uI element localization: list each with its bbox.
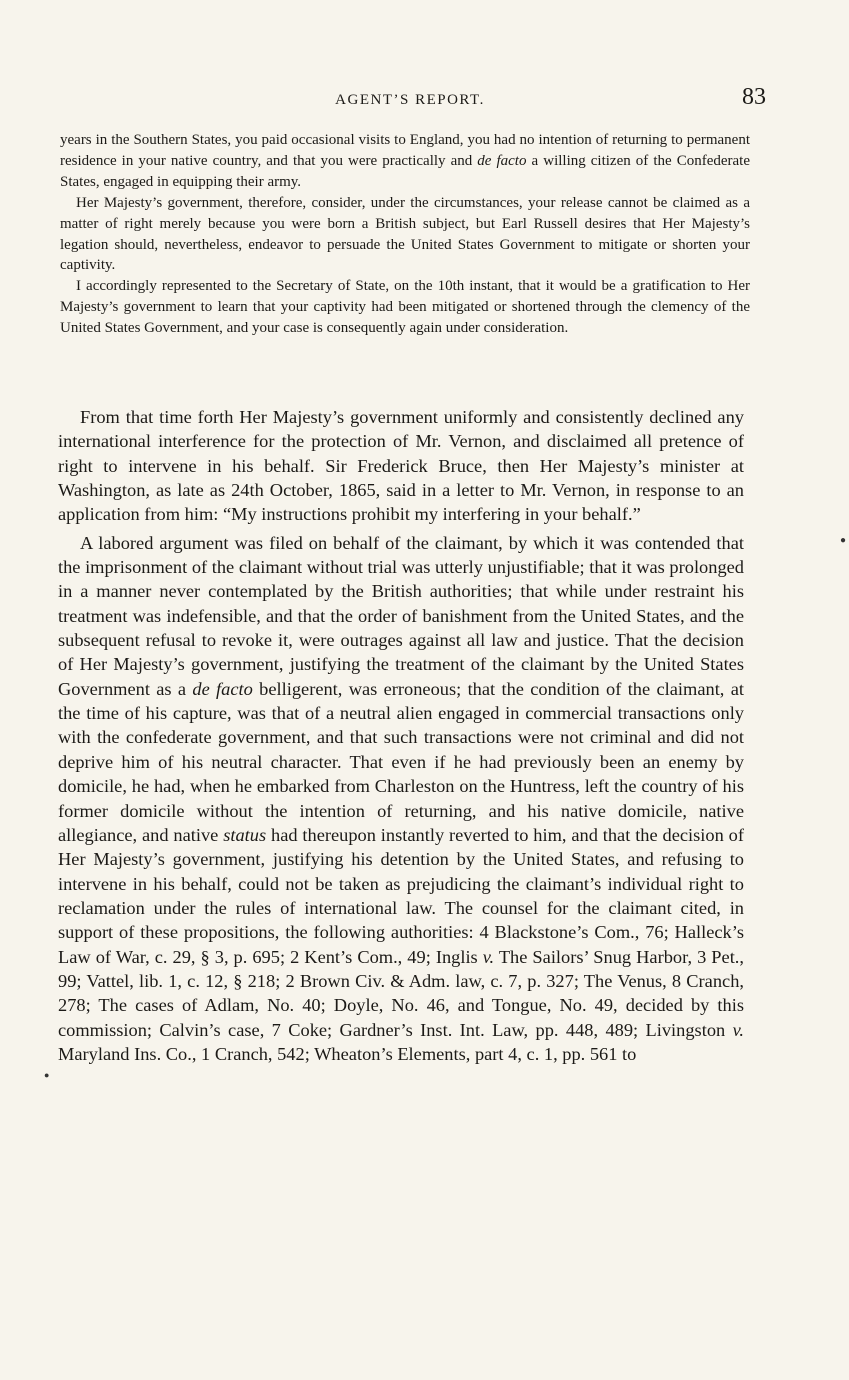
body-text-run: had thereupon instantly reverted to him, and that the decision of Her Majesty’s government, justifying his detention by the United States, and refusing to intervene in his behalf, could not be taken as prejudicing the claimant’s individual right to reclamation under the rules of international law. The counsel for the claimant cited, in support of these propositions, the following authorities: 4 Blackstone’s Com., 76; Halleck’s Law of War, c. 29, § 3, p. 695; 2 Kent’s Com., 49; Inglis [58,824,744,967]
margin-dot-icon: ● [44,1070,50,1080]
quote-paragraph-3: I accordingly represented to the Secretary of State, on the 10th instant, that it would be a gratification to Her Majesty’s government to learn that your captivity had been mitigated or shortened through the clemency of the United States Government, and your case is consequently again under consideration. [60,278,750,337]
body-paragraph-2 [58,531,744,1067]
body-text-run: A labored argument was filed on behalf of the claimant, by which it was contended that the imprisonment of the claimant without trial was utterly unjustifiable; that it was prolonged in a manner never contemplated by the British authorities; that while under restraint his treatment was indefensible, and that the order of banishment from the United States, and the subsequent refusal to revoke it, were outrages against all law and justice. That the decision of Her Majesty’s government, justifying the treatment of the claimant by the United States Government as a [58,532,744,699]
body-text-run: The Sailors’ Snug Harbor, 3 Pet., 99; Vattel, lib. 1, c. 12, § 218; 2 Brown Civ. & Adm. law, c. 7, p. 327; The Venus, 8 Cranch, 278; The cases of Adlam, No. 40; Doyle, No. 46, and Tongue, No. 49, decided by this commission; Calvin’s case, 7 Coke; Gardner’s Inst. Int. Law, pp. 448, 489; Livingston [58,946,744,1040]
page-number: 83 [742,84,766,110]
italic-term: v. [732,1019,744,1040]
quote-paragraph-1 [60,130,750,193]
body-paragraph-1: From that time forth Her Majesty’s government uniformly and consistently declined any international interference for the protection of Mr. Vernon, and disclaimed all pretence of right to intervene in his behalf. Sir Frederick Bruce, then Her Majesty’s minister at Washington, as late as 24th October, 1865, said in a letter to Mr. Vernon, in response to an application from him: “My instructions prohibit my interfering in your behalf.” [58,407,744,525]
italic-term: de facto [477,152,527,169]
italic-term: de facto [192,678,253,699]
page-header [60,84,766,118]
quoted-letter-block [60,130,750,339]
quote-paragraph-2: Her Majesty’s government, therefore, consider, under the circumstances, your release cannot be claimed as a matter of right merely because you were born a British subject, but Earl Russell desires that Her Majesty’s legation should, nevertheless, endeavor to persuade the United States Government to mitigate or shorten your captivity. [60,194,750,274]
running-head: AGENT’S REPORT. [335,92,485,108]
body-text-run: Maryland Ins. Co., 1 Cranch, 542; Wheaton’s Elements, part 4, c. 1, pp. 561 to [58,1043,637,1064]
italic-term: v. [482,946,495,967]
quote-text: years in the Southern States, you paid occasional visits to England, you had no intention of returning to permanent residence in your native country, and that you were practically and [60,132,750,169]
italic-term: status [223,824,267,845]
body-text-run: belligerent, was erroneous; that the condition of the claimant, at the time of his capture, was that of a neutral alien engaged in commercial transactions only with the confederate government, and that such transactions were not criminal and did not deprive him of his neutral character. That even if he had previously been an enemy by domicile, he had, when he embarked from Charleston on the Huntress, left the country of his former domicile without the intention of returning, and his native domicile, native allegiance, and native [58,678,744,845]
margin-dot-icon: ● [840,535,847,546]
quote-text: a willing citizen of the Confederate States, engaged in equipping their army. [60,152,750,190]
body-text [58,405,744,1066]
